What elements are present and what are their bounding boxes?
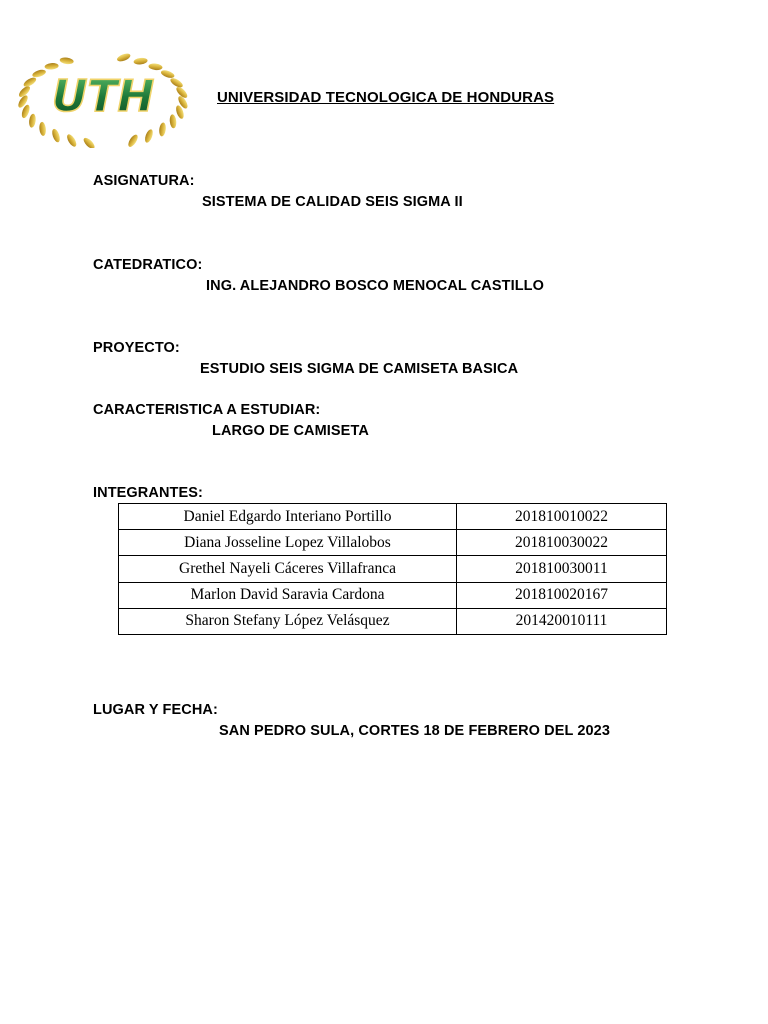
laurel-leaf [31, 68, 46, 78]
member-name: Daniel Edgardo Interiano Portillo [119, 504, 457, 530]
professor-label: CATEDRATICO: [93, 257, 203, 273]
logo-text: UTH [51, 71, 155, 122]
members-label: INTEGRANTES: [93, 485, 203, 501]
member-id: 201420010111 [457, 608, 667, 634]
member-id: 201810030022 [457, 530, 667, 556]
laurel-leaf [82, 136, 96, 148]
laurel-leaf [169, 76, 184, 89]
characteristic-value: LARGO DE CAMISETA [212, 423, 369, 439]
laurel-leaf [59, 57, 74, 65]
member-name: Sharon Stefany López Velásquez [119, 608, 457, 634]
laurel-leaf [127, 133, 140, 148]
laurel-leaf [133, 57, 148, 65]
laurel-leaf [169, 114, 177, 129]
laurel-leaf [148, 63, 163, 71]
laurel-leaf [65, 133, 78, 148]
laurel-leaf [116, 52, 131, 63]
uth-logo [14, 48, 192, 148]
table-row [119, 504, 667, 530]
laurel-leaf [51, 128, 62, 143]
members-table [118, 503, 667, 635]
member-name: Diana Josseline Lopez Villalobos [119, 530, 457, 556]
laurel-leaf [143, 128, 154, 143]
table-row [119, 608, 667, 634]
laurel-leaf [158, 122, 166, 137]
table-row [119, 530, 667, 556]
characteristic-label: CARACTERISTICA A ESTUDIAR: [93, 402, 321, 418]
professor-value: ING. ALEJANDRO BOSCO MENOCAL CASTILLO [206, 278, 545, 294]
subject-label: ASIGNATURA: [93, 173, 195, 189]
member-name: Grethel Nayeli Cáceres Villafranca [119, 556, 457, 582]
laurel-leaf [44, 63, 59, 71]
laurel-leaf [160, 69, 175, 80]
laurel-leaf [28, 113, 36, 128]
member-name: Marlon David Saravia Cardona [119, 582, 457, 608]
laurel-leaf [39, 122, 47, 137]
project-value: ESTUDIO SEIS SIGMA DE CAMISETA BASICA [200, 361, 519, 377]
table-row [119, 582, 667, 608]
member-id: 201810010022 [457, 504, 667, 530]
laurel-leaf [22, 76, 37, 89]
place-date-value: SAN PEDRO SULA, CORTES 18 DE FEBRERO DEL 2023 [219, 723, 610, 739]
place-date-label: LUGAR Y FECHA: [93, 702, 218, 718]
subject-value: SISTEMA DE CALIDAD SEIS SIGMA II [202, 194, 463, 210]
university-name: UNIVERSIDAD TECNOLOGICA DE HONDURAS [217, 89, 555, 106]
project-label: PROYECTO: [93, 340, 180, 356]
table-row [119, 556, 667, 582]
member-id: 201810020167 [457, 582, 667, 608]
member-id: 201810030011 [457, 556, 667, 582]
